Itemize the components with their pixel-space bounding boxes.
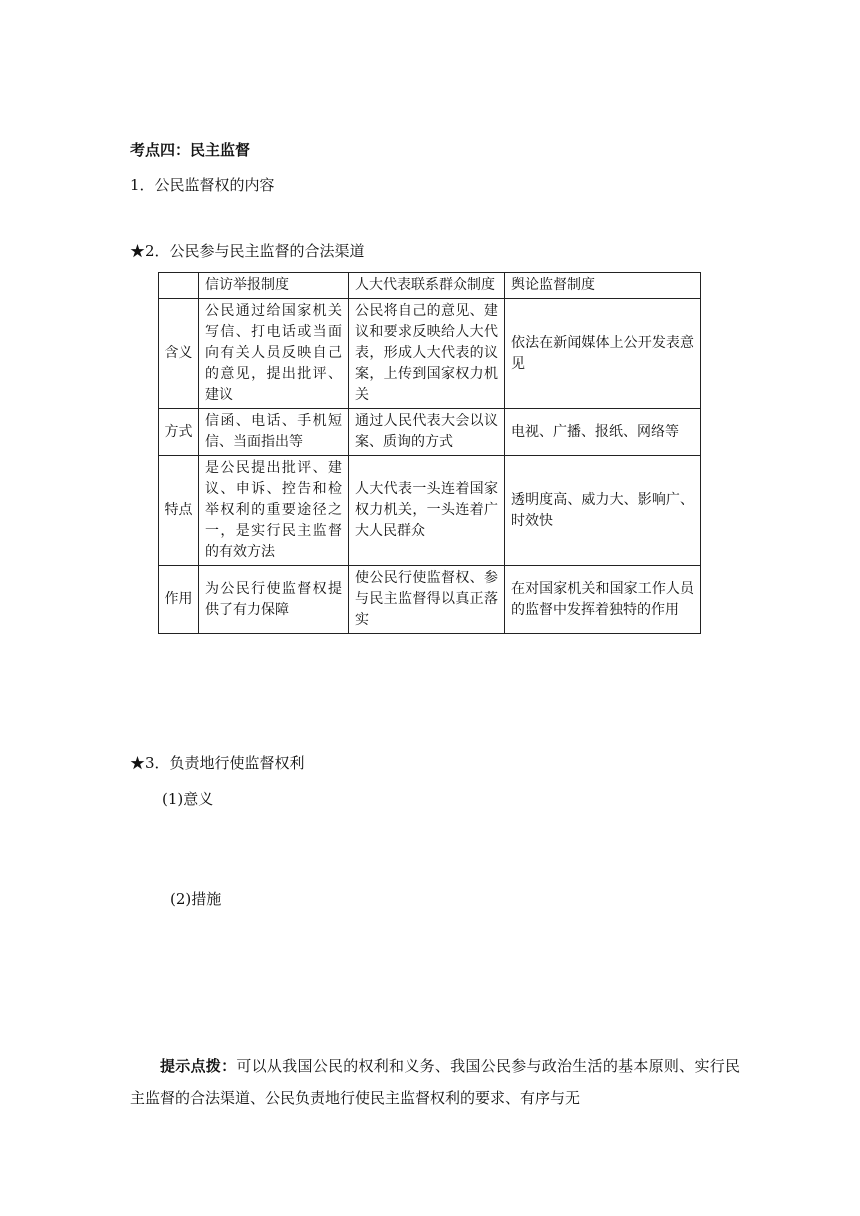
table-header-cell	[159, 273, 199, 299]
row-label: 特点	[159, 456, 199, 566]
table-header-cell: 信访举报制度	[199, 273, 349, 299]
item-2-heading: ★2．公民参与民主监督的合法渠道	[130, 242, 365, 260]
channels-table	[158, 272, 701, 634]
table-row	[159, 299, 701, 409]
table-cell: 人大代表一头连着国家权力机关，一头连着广大人民群众	[349, 456, 505, 566]
hint-text: 可以从我国公民的权利和义务、我国公民参与政治生活的基本原则、实行民主监督的合法渠道、公民负责地行使民主监督权利的要求、有序与无	[130, 1057, 740, 1107]
table-cell: 公民通过给国家机关写信、打电话或当面向有关人员反映自己的意见，提出批评、建议	[199, 299, 349, 409]
table-cell: 是公民提出批评、建议、申诉、控告和检举权利的重要途径之一，是实行民主监督的有效方法	[199, 456, 349, 566]
table-cell: 依法在新闻媒体上公开发表意见	[505, 299, 701, 409]
hint-paragraph	[130, 1050, 740, 1114]
item-1-heading: 1．公民监督权的内容	[130, 176, 275, 194]
table-cell: 使公民行使监督权、参与民主监督得以真正落实	[349, 566, 505, 634]
table-cell: 透明度高、威力大、影响广、时效快	[505, 456, 701, 566]
table-header-cell: 人大代表联系群众制度	[349, 273, 505, 299]
hint-label: 提示点拨：	[160, 1057, 237, 1075]
item-3-heading: ★3．负责地行使监督权利	[130, 754, 305, 772]
table-cell: 信函、电话、手机短信、当面指出等	[199, 409, 349, 456]
table-cell: 为公民行使监督权提供了有力保障	[199, 566, 349, 634]
subitem-significance: (1)意义	[162, 790, 214, 808]
section-title: 考点四：民主监督	[130, 141, 251, 159]
subitem-measures: (2)措施	[170, 890, 222, 908]
row-label: 作用	[159, 566, 199, 634]
table-cell: 在对国家机关和国家工作人员的监督中发挥着独特的作用	[505, 566, 701, 634]
table-row	[159, 409, 701, 456]
table-header-row	[159, 273, 701, 299]
row-label: 含义	[159, 299, 199, 409]
table-cell: 电视、广播、报纸、网络等	[505, 409, 701, 456]
row-label: 方式	[159, 409, 199, 456]
table-cell: 公民将自己的意见、建议和要求反映给人大代表，形成人大代表的议案，上传到国家权力机关	[349, 299, 505, 409]
table-cell: 通过人民代表大会以议案、质询的方式	[349, 409, 505, 456]
table-row	[159, 566, 701, 634]
table-header-cell: 舆论监督制度	[505, 273, 701, 299]
table-row	[159, 456, 701, 566]
